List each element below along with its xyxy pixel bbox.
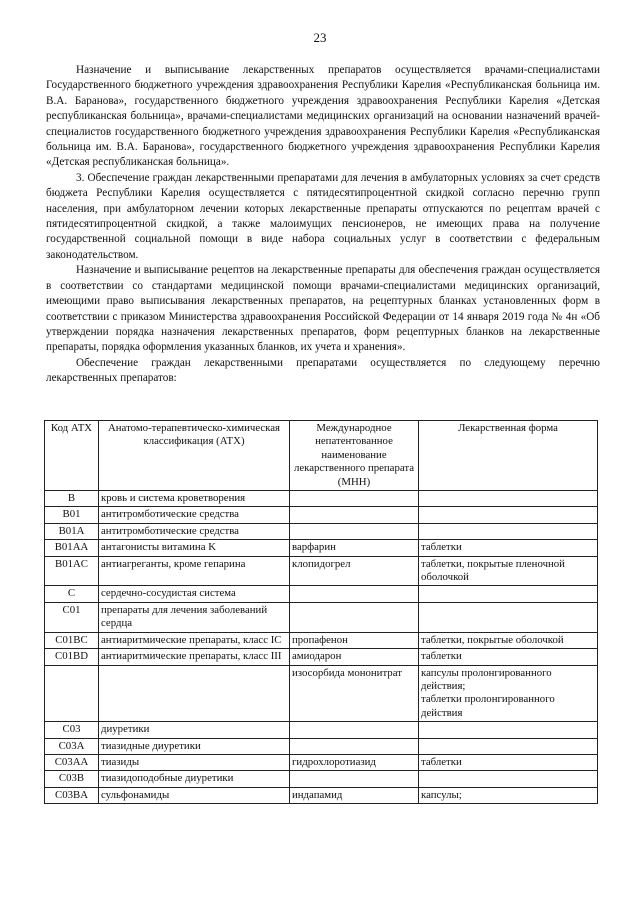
cell-form: капсулы; [419, 787, 598, 803]
body-text [46, 63, 600, 387]
cell-form [419, 586, 598, 602]
cell-atc: антагонисты витамина K [99, 540, 290, 556]
cell-inn [290, 491, 419, 507]
table-row [45, 586, 598, 602]
cell-atc [99, 665, 290, 722]
cell-inn: индапамид [290, 787, 419, 803]
cell-form [419, 771, 598, 787]
cell-inn: клопидогрел [290, 556, 419, 586]
cell-code: C01BC [45, 632, 99, 648]
cell-form [419, 602, 598, 632]
table-row [45, 632, 598, 648]
paragraph: 3. Обеспечение граждан лекарственными препаратами для лечения в амбулаторных условиях за счет средств бюджета Республики Карелия осуществляется с пятидесятипроцентной скидкой согласно перечню групп населения, при амбулаторном лечении которых лекарственные препараты отпускаются по рецептам врачей с пятидесятипроцентной скидкой, а также малоимущих пенсионеров, не имеющих права на получение государственной социальной помощи в виде набора социальных услуг в соответствии с федеральным законодательством. [46, 171, 600, 261]
header-atc-classification: Анатомо-терапевтическо-химическая классификация (АТХ) [99, 421, 290, 491]
cell-code: B01AA [45, 540, 99, 556]
table-row [45, 787, 598, 803]
cell-atc: антиаритмические препараты, класс IC [99, 632, 290, 648]
table-row [45, 738, 598, 754]
table-row [45, 540, 598, 556]
cell-code: C03B [45, 771, 99, 787]
cell-code: B01A [45, 523, 99, 539]
cell-code: C03 [45, 722, 99, 738]
cell-code: B01AC [45, 556, 99, 586]
cell-code: C01 [45, 602, 99, 632]
cell-inn: пропафенон [290, 632, 419, 648]
cell-atc: тиазидные диуретики [99, 738, 290, 754]
cell-atc: диуретики [99, 722, 290, 738]
cell-code: C [45, 586, 99, 602]
cell-inn: гидрохлоротиазид [290, 754, 419, 770]
cell-atc: сульфонамиды [99, 787, 290, 803]
cell-code: C01BD [45, 649, 99, 665]
paragraph: Назначение и выписывание лекарственных препаратов осуществляется врачами-специалистами Государственного бюджетного учреждения здравоохранения Республики Карелия «Республиканская больница им. В.А. Баранова», государственного бюджетного учреждения здравоохранения Республики Карелия «Детская республиканская больница», врачами-специалистами медицинских организаций на основании назначений врачей-специалистов государственного бюджетного учреждения здравоохранения Республики Карелия «Республиканская больница им. В.А. Баранова», государственного бюджетного учреждения здравоохранения Республики Карелия «Детская республиканская больница». [46, 64, 600, 169]
cell-code [45, 665, 99, 722]
cell-atc: тиазидоподобные диуретики [99, 771, 290, 787]
header-atc-code: Код АТХ [45, 421, 99, 491]
cell-atc: антиагреганты, кроме гепарина [99, 556, 290, 586]
cell-form: таблетки, покрытые оболочкой [419, 632, 598, 648]
table-header-row [45, 421, 598, 491]
table-row [45, 722, 598, 738]
cell-inn [290, 722, 419, 738]
cell-code: B01 [45, 507, 99, 523]
cell-atc: кровь и система кроветворения [99, 491, 290, 507]
drug-list-table [44, 420, 598, 804]
cell-code: C03A [45, 738, 99, 754]
table-row [45, 665, 598, 722]
cell-inn [290, 523, 419, 539]
cell-form [419, 722, 598, 738]
table-row [45, 771, 598, 787]
cell-form [419, 491, 598, 507]
cell-atc: антитромботические средства [99, 507, 290, 523]
cell-inn [290, 507, 419, 523]
cell-form [419, 507, 598, 523]
cell-code: C03AA [45, 754, 99, 770]
cell-code: B [45, 491, 99, 507]
cell-code: C03BA [45, 787, 99, 803]
cell-inn [290, 586, 419, 602]
cell-form: капсулы пролонгированного действия; таблетки пролонгированного действия [419, 665, 598, 722]
table-row [45, 556, 598, 586]
header-inn: Международное непатентованное наименование лекарственного препарата (МНН) [290, 421, 419, 491]
table-row [45, 523, 598, 539]
cell-atc: сердечно-сосудистая система [99, 586, 290, 602]
table-row [45, 602, 598, 632]
paragraph: Назначение и выписывание рецептов на лекарственные препараты для обеспечения граждан осуществляется в соответствии со стандартами медицинской помощи врачами-специалистами медицинских организаций, имеющими право выписывания лекарственных препаратов, на рецептурных бланках установленных форм в соответствии с приказом Министерства здравоохранения Российской Федерации от 14 января 2019 года № 4н «Об утверждении порядка назначения лекарственных препаратов, форм рецептурных бланков на лекарственные препараты, порядка оформления указанных бланков, их учета и хранения». [46, 264, 600, 354]
cell-form: таблетки, покрытые пленочной оболочкой [419, 556, 598, 586]
cell-inn [290, 602, 419, 632]
cell-atc: антитромботические средства [99, 523, 290, 539]
cell-form: таблетки [419, 649, 598, 665]
cell-atc: тиазиды [99, 754, 290, 770]
table-row [45, 754, 598, 770]
cell-form [419, 738, 598, 754]
table-row [45, 649, 598, 665]
cell-atc: препараты для лечения заболеваний сердца [99, 602, 290, 632]
cell-form: таблетки [419, 540, 598, 556]
table-row [45, 491, 598, 507]
cell-form: таблетки [419, 754, 598, 770]
table-row [45, 507, 598, 523]
cell-inn: варфарин [290, 540, 419, 556]
page-number: 23 [313, 30, 327, 45]
header-dosage-form: Лекарственная форма [419, 421, 598, 491]
paragraph: Обеспечение граждан лекарственными препаратами осуществляется по следующему перечню лекарственных препаратов: [46, 356, 600, 385]
cell-inn [290, 771, 419, 787]
cell-inn: изосорбида мононитрат [290, 665, 419, 722]
cell-inn [290, 738, 419, 754]
cell-form [419, 523, 598, 539]
cell-atc: антиаритмические препараты, класс III [99, 649, 290, 665]
cell-inn: амиодарон [290, 649, 419, 665]
